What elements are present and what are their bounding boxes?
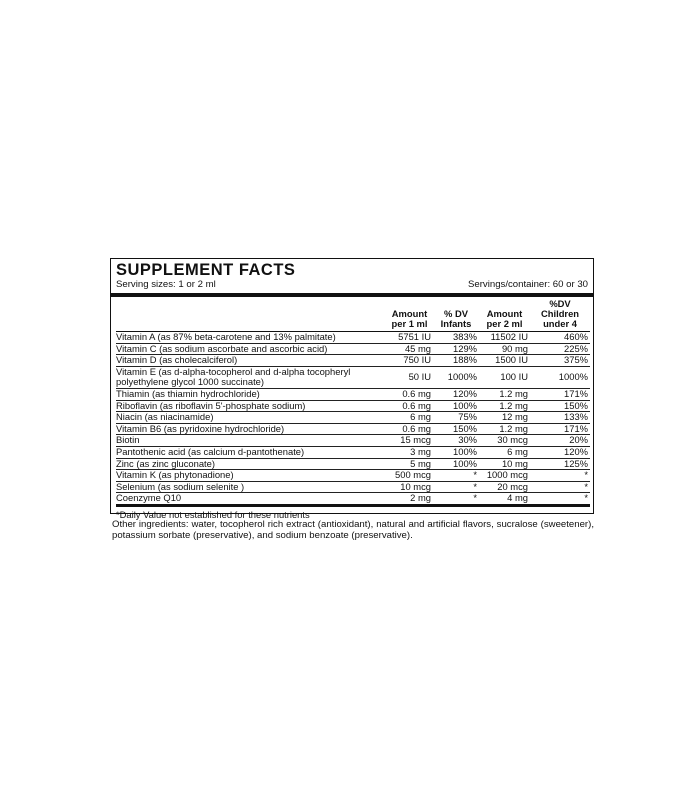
amount-1ml: 5 mg xyxy=(386,458,433,470)
daily-value-footnote: *Daily Value not established for these nutrients xyxy=(116,508,310,520)
amount-2ml: 1.2 mg xyxy=(479,400,530,412)
servings-per-container: Servings/container: 60 or 30 xyxy=(468,279,588,290)
header-dv-children: %DV Children under 4 xyxy=(530,299,590,332)
amount-1ml: 45 mg xyxy=(386,343,433,355)
dv-children: 171% xyxy=(530,423,590,435)
nutrient-name: Pantothenic acid (as calcium d-pantothenate) xyxy=(116,446,386,458)
dv-children: * xyxy=(530,481,590,493)
amount-1ml: 3 mg xyxy=(386,446,433,458)
amount-2ml: 10 mg xyxy=(479,458,530,470)
amount-2ml: 11502 IU xyxy=(479,332,530,344)
dv-children: 171% xyxy=(530,388,590,400)
dv-children: 460% xyxy=(530,332,590,344)
supplement-facts-panel xyxy=(110,258,594,520)
amount-2ml: 20 mcg xyxy=(479,481,530,493)
amount-2ml: 1500 IU xyxy=(479,355,530,367)
nutrient-name: Thiamin (as thiamin hydrochloride) xyxy=(116,388,386,400)
nutrient-table xyxy=(116,299,590,507)
dv-infants: 100% xyxy=(433,400,479,412)
amount-2ml: 6 mg xyxy=(479,446,530,458)
amount-2ml: 90 mg xyxy=(479,343,530,355)
amount-1ml: 5751 IU xyxy=(386,332,433,344)
dv-infants: 383% xyxy=(433,332,479,344)
table-row xyxy=(116,493,590,506)
dv-children: 225% xyxy=(530,343,590,355)
nutrient-name: Vitamin D (as cholecalciferol) xyxy=(116,355,386,367)
amount-1ml: 0.6 mg xyxy=(386,388,433,400)
dv-infants: * xyxy=(433,481,479,493)
amount-1ml: 15 mcg xyxy=(386,435,433,447)
table-row xyxy=(116,458,590,470)
serving-sizes: Serving sizes: 1 or 2 ml xyxy=(116,279,216,290)
table-row xyxy=(116,412,590,424)
dv-children: 133% xyxy=(530,412,590,424)
panel-title: SUPPLEMENT FACTS xyxy=(116,261,296,279)
amount-1ml: 500 mcg xyxy=(386,470,433,482)
dv-infants: 150% xyxy=(433,423,479,435)
table-row xyxy=(116,355,590,367)
dv-children: * xyxy=(530,493,590,506)
nutrient-name: Vitamin B6 (as pyridoxine hydrochloride) xyxy=(116,423,386,435)
amount-2ml: 1.2 mg xyxy=(479,423,530,435)
amount-2ml: 1.2 mg xyxy=(479,388,530,400)
dv-children: 120% xyxy=(530,446,590,458)
amount-2ml: 100 IU xyxy=(479,366,530,388)
dv-infants: 120% xyxy=(433,388,479,400)
amount-2ml: 30 mcg xyxy=(479,435,530,447)
dv-children: 150% xyxy=(530,400,590,412)
dv-infants: * xyxy=(433,493,479,506)
header-dv-infants: % DV Infants xyxy=(433,299,479,332)
table-row xyxy=(116,332,590,344)
dv-children: 20% xyxy=(530,435,590,447)
other-ingredients: Other ingredients: water, tocopherol rich extract (antioxidant), natural and artificial flavors, sucralose (sweetener), potassium sorbate (preservative), and sodium benzoate (preservative). xyxy=(112,519,594,542)
table-row xyxy=(116,388,590,400)
dv-children: 375% xyxy=(530,355,590,367)
dv-infants: 1000% xyxy=(433,366,479,388)
dv-children: 1000% xyxy=(530,366,590,388)
table-row xyxy=(116,366,590,388)
nutrient-name: Vitamin C (as sodium ascorbate and ascorbic acid) xyxy=(116,343,386,355)
table-row xyxy=(116,400,590,412)
table-row xyxy=(116,481,590,493)
amount-1ml: 2 mg xyxy=(386,493,433,506)
amount-1ml: 0.6 mg xyxy=(386,400,433,412)
thick-divider xyxy=(111,293,593,297)
nutrient-name: Selenium (as sodium selenite ) xyxy=(116,481,386,493)
dv-children: * xyxy=(530,470,590,482)
dv-children: 125% xyxy=(530,458,590,470)
dv-infants: 129% xyxy=(433,343,479,355)
amount-1ml: 6 mg xyxy=(386,412,433,424)
amount-1ml: 50 IU xyxy=(386,366,433,388)
table-row xyxy=(116,470,590,482)
amount-1ml: 750 IU xyxy=(386,355,433,367)
amount-2ml: 4 mg xyxy=(479,493,530,506)
nutrient-name: Vitamin A (as 87% beta-carotene and 13% palmitate) xyxy=(116,332,386,344)
amount-1ml: 10 mcg xyxy=(386,481,433,493)
nutrient-name: Vitamin E (as d-alpha-tocopherol and d-alpha tocopheryl polyethylene glycol 1000 succinate) xyxy=(116,366,386,388)
table-row xyxy=(116,446,590,458)
header-nutrient xyxy=(116,299,386,332)
table-row xyxy=(116,423,590,435)
nutrient-name: Niacin (as niacinamide) xyxy=(116,412,386,424)
dv-infants: * xyxy=(433,470,479,482)
nutrient-name: Vitamin K (as phytonadione) xyxy=(116,470,386,482)
amount-2ml: 1000 mcg xyxy=(479,470,530,482)
header-amount-2ml: Amount per 2 ml xyxy=(479,299,530,332)
dv-infants: 100% xyxy=(433,458,479,470)
serving-info xyxy=(116,279,588,290)
dv-infants: 100% xyxy=(433,446,479,458)
amount-2ml: 12 mg xyxy=(479,412,530,424)
amount-1ml: 0.6 mg xyxy=(386,423,433,435)
dv-infants: 188% xyxy=(433,355,479,367)
header-amount-1ml: Amount per 1 ml xyxy=(386,299,433,332)
nutrient-name: Riboflavin (as riboflavin 5'-phosphate sodium) xyxy=(116,400,386,412)
table-row xyxy=(116,343,590,355)
nutrient-name: Biotin xyxy=(116,435,386,447)
dv-infants: 75% xyxy=(433,412,479,424)
nutrient-name: Coenzyme Q10 xyxy=(116,493,386,506)
table-row xyxy=(116,435,590,447)
header-row xyxy=(116,299,590,332)
dv-infants: 30% xyxy=(433,435,479,447)
nutrient-name: Zinc (as zinc gluconate) xyxy=(116,458,386,470)
